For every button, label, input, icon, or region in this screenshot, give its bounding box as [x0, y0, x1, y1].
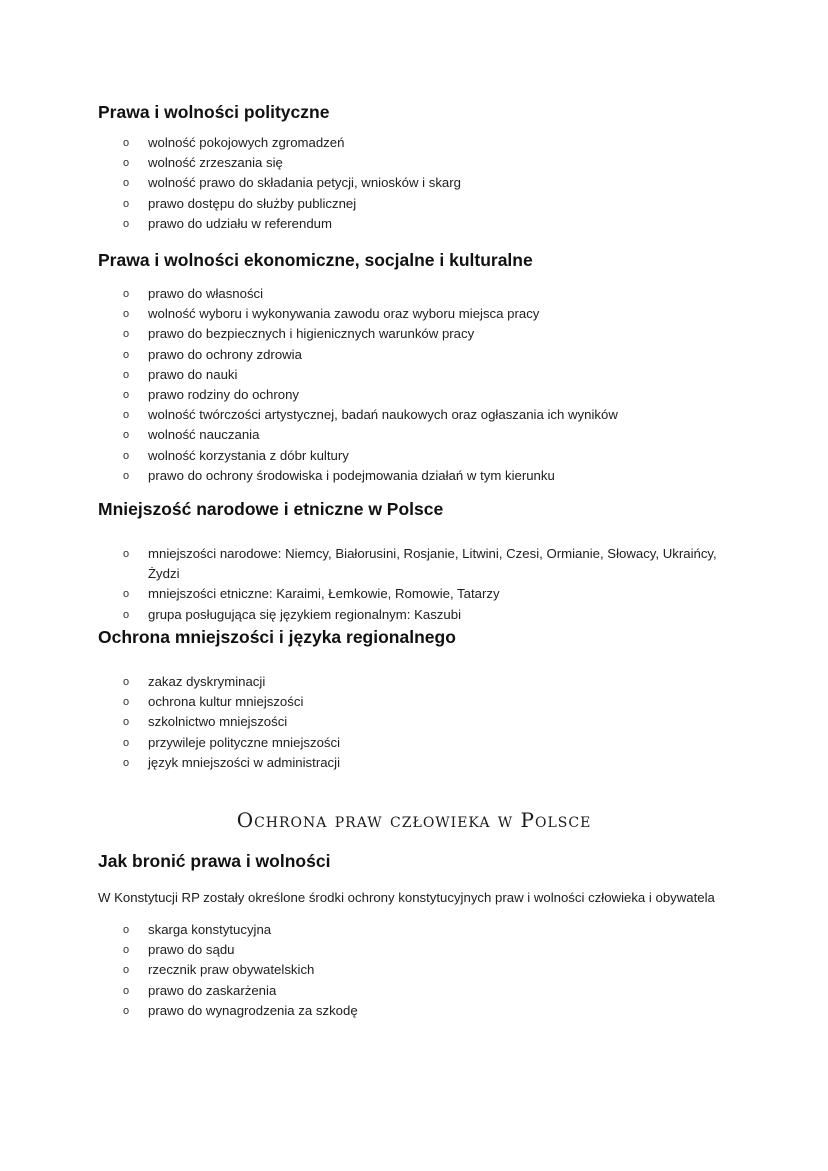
bullet-icon: o	[123, 588, 130, 601]
list-item-text: mniejszości etniczne: Karaimi, Łemkowie, Romowie, Tatarzy	[148, 586, 500, 602]
list-item-text: prawo do ochrony środowiska i podejmowania działań w tym kierunku	[148, 467, 555, 483]
bullet-icon: o	[123, 984, 130, 997]
list-item-text: wolność zrzeszania się	[148, 155, 283, 171]
list-item	[123, 324, 718, 344]
bullet-icon: o	[123, 696, 130, 709]
bullet-icon: o	[123, 409, 130, 422]
list-item-text: prawo do nauki	[148, 366, 238, 382]
bullet-icon: o	[123, 217, 130, 230]
list-item	[123, 194, 718, 214]
list-item-text: przywileje polityczne mniejszości	[148, 734, 341, 750]
list-item	[123, 1001, 718, 1021]
section-economic-rights	[98, 249, 718, 486]
list-item-text: ochrona kultur mniejszości	[148, 694, 304, 710]
list-item	[123, 466, 718, 486]
bullet-icon: o	[123, 469, 130, 482]
list-item-text: prawo do wynagrodzenia za szkodę	[148, 1002, 358, 1018]
bullet-icon: o	[123, 389, 130, 402]
list-item-text: prawo dostępu do służby publicznej	[148, 195, 357, 211]
bullet-icon: o	[123, 964, 130, 977]
bullet-icon: o	[123, 548, 130, 560]
bullet-icon: o	[123, 348, 130, 361]
list-item	[123, 753, 718, 773]
bullet-list	[98, 133, 718, 234]
list-item-text: prawo rodziny do ochrony	[148, 387, 300, 403]
section-heading: Prawa i wolności ekonomiczne, socjalne i kulturalne	[98, 250, 533, 270]
list-item	[123, 672, 718, 692]
list-item-text: mniejszości narodowe: Niemcy, Białorusini, Rosjanie, Litwini, Czesi, Ormianie, Słowacy, Ukraińcy, Żydzi	[148, 546, 717, 582]
list-item-text: prawo do bezpiecznych i higienicznych warunków pracy	[148, 326, 475, 342]
bullet-icon: o	[123, 429, 130, 442]
list-item	[123, 153, 718, 173]
bullet-icon: o	[123, 944, 130, 957]
list-item-text: skarga konstytucyjna	[148, 922, 272, 937]
section-political-rights	[98, 101, 718, 234]
bullet-icon: o	[123, 368, 130, 381]
list-item	[123, 365, 718, 385]
list-item	[123, 425, 718, 445]
list-item	[123, 584, 718, 604]
section-heading: Jak bronić prawa i wolności	[98, 851, 331, 871]
bullet-icon: o	[123, 756, 130, 769]
bullet-icon: o	[123, 924, 130, 936]
bullet-icon: o	[123, 716, 130, 729]
list-item	[123, 920, 718, 940]
list-item-text: grupa posługująca się językiem regionalnym: Kaszubi	[148, 606, 462, 622]
list-item	[123, 446, 718, 466]
list-item	[123, 733, 718, 753]
list-item-text: wolność twórczości artystycznej, badań naukowych oraz ogłaszania ich wyników	[148, 407, 618, 423]
bullet-list	[98, 658, 718, 773]
bullet-icon: o	[123, 177, 130, 190]
intro-paragraph: W Konstytucji RP zostały określone środki ochrony konstytucyjnych praw i wolności człowieka i obywatela	[98, 890, 715, 905]
section-minorities	[98, 498, 718, 625]
list-item	[123, 214, 718, 234]
list-item-text: język mniejszości w administracji	[148, 754, 340, 770]
list-item-text: prawo do ochrony zdrowia	[148, 346, 302, 362]
list-item-text: szkolnictwo mniejszości	[148, 714, 288, 730]
section-defense	[98, 850, 718, 1021]
bullet-icon: o	[123, 197, 130, 210]
bullet-icon: o	[123, 157, 130, 170]
bullet-list	[98, 530, 718, 625]
list-item-text: prawo do własności	[148, 286, 264, 301]
list-item-text: prawo do udziału w referendum	[148, 215, 332, 231]
list-item	[123, 940, 718, 960]
bullet-icon: o	[123, 1004, 130, 1017]
bullet-icon: o	[123, 328, 130, 341]
list-item	[123, 981, 718, 1001]
list-item	[123, 284, 718, 304]
list-item	[123, 133, 718, 153]
list-item	[123, 544, 718, 584]
section-heading: Mniejszość narodowe i etniczne w Polsce	[98, 499, 444, 519]
bullet-list	[98, 281, 718, 486]
section-heading: Ochrona mniejszości i języka regionalnego	[98, 627, 456, 647]
bullet-icon: o	[123, 736, 130, 749]
list-item-text: wolność wyboru i wykonywania zawodu oraz wyboru miejsca pracy	[148, 306, 540, 322]
list-item	[123, 712, 718, 732]
list-item	[123, 960, 718, 980]
list-item-text: wolność korzystania z dóbr kultury	[148, 447, 349, 463]
list-item-text: zakaz dyskryminacji	[148, 674, 266, 689]
bullet-icon: o	[123, 308, 130, 321]
section-minority-protection	[98, 626, 718, 773]
list-item	[123, 605, 718, 625]
section-heading: Prawa i wolności polityczne	[98, 102, 330, 122]
list-item	[123, 692, 718, 712]
list-item	[123, 304, 718, 324]
list-item-text: prawo do zaskarżenia	[148, 982, 277, 998]
bullet-icon: o	[123, 137, 130, 149]
list-item	[123, 405, 718, 425]
list-item-text: rzecznik praw obywatelskich	[148, 962, 315, 978]
bullet-list	[98, 920, 718, 1021]
list-item	[123, 385, 718, 405]
chapter-title: Ochrona praw człowieka w Polsce	[236, 808, 592, 832]
bullet-icon: o	[123, 449, 130, 462]
list-item-text: wolność prawo do składania petycji, wniosków i skarg	[148, 175, 461, 191]
list-item-text: wolność nauczania	[148, 427, 260, 443]
list-item	[123, 345, 718, 365]
list-item-text: wolność pokojowych zgromadzeń	[148, 135, 345, 150]
list-item-text: prawo do sądu	[148, 942, 235, 958]
bullet-icon: o	[123, 288, 130, 300]
bullet-icon: o	[123, 676, 130, 688]
bullet-icon: o	[123, 608, 130, 621]
list-item	[123, 173, 718, 193]
